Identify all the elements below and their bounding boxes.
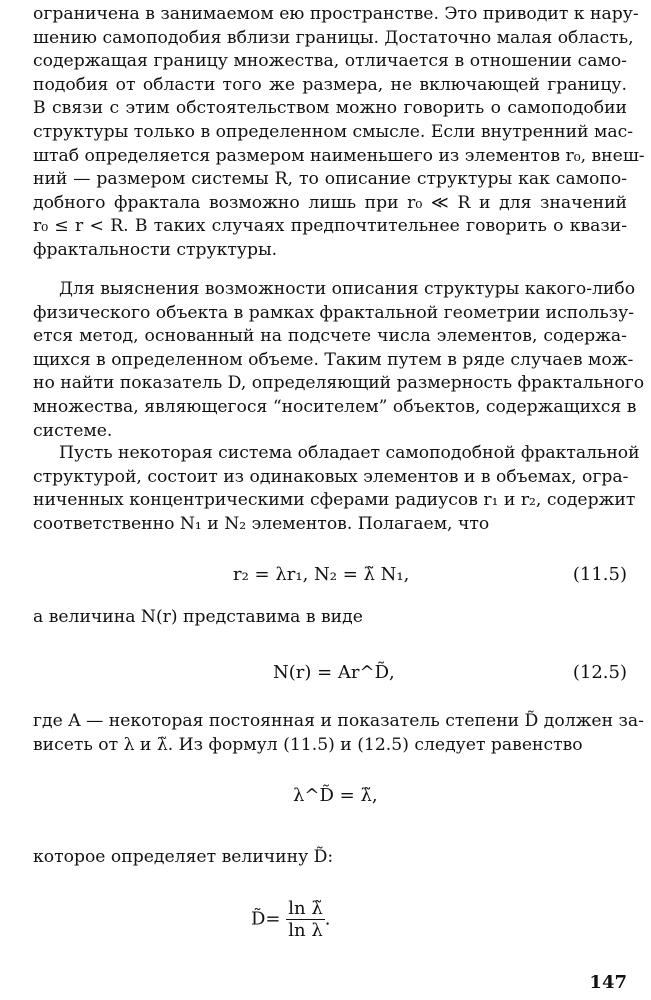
text-line: ний — размером системы R, то описание структуры как самопо- xyxy=(33,169,627,190)
equation-expression xyxy=(251,898,330,941)
equation-11-5 xyxy=(33,564,627,590)
equation-tail: . xyxy=(324,908,331,930)
equation-lhs: D̃= xyxy=(251,908,281,930)
paragraph-2 xyxy=(33,278,645,443)
equation-expression: r₂ = λr₁, N₂ = λ̃ N₁, xyxy=(233,564,410,585)
text-line: r₀ ≤ r < R. В таких случаях предпочтительнее говорить о квази- xyxy=(33,216,627,237)
equation-expression: λ^D̃ = λ̃, xyxy=(293,785,378,806)
text-line: Для выяснения возможности описания структуры какого-либо xyxy=(59,279,636,299)
fraction xyxy=(286,898,324,941)
text-line: системе. xyxy=(33,420,113,441)
equation-lambda-relation xyxy=(33,785,627,825)
text-line: ется метод, основанный на подсчете числа элементов, содержа- xyxy=(33,326,627,347)
equation-12-5 xyxy=(33,662,627,690)
text-line: подобия от области того же размера, не включающей границу. xyxy=(33,74,627,95)
text-line: физического объекта в рамках фрактальной геометрии использу- xyxy=(33,302,635,323)
text-line: штаб определяется размером наименьшего из элементов r₀, внеш- xyxy=(33,145,645,166)
text-line: В связи с этим обстоятельством можно говорить о самоподобии xyxy=(33,98,627,119)
equation-number: (11.5) xyxy=(572,564,627,585)
text-line: Пусть некоторая система обладает самоподобной фрактальной xyxy=(59,443,640,463)
book-page xyxy=(33,0,645,1000)
text-line: множества, являющегося “носителем” объектов, содержащихся в xyxy=(33,396,637,417)
equation-number: (12.5) xyxy=(572,662,627,683)
text-line: добного фрактала возможно лишь при r₀ ≪ R и для значений xyxy=(33,192,627,213)
text-line: структурой, состоит из одинаковых элементов и в объемах, огра- xyxy=(33,466,629,487)
page-number: 147 xyxy=(589,972,627,993)
text-line: фрактальности структуры. xyxy=(33,239,278,260)
text-line: а величина N(r) представима в виде xyxy=(33,607,363,627)
text-line: которое определяет величину D̃: xyxy=(33,847,334,867)
text-line: ограничена в занимаемом ею пространстве. Это приводит к нару- xyxy=(33,4,639,24)
text-line: но найти показатель D, определяющий размерность фрактального xyxy=(33,373,645,394)
text-line: щихся в определенном объеме. Таким путем в ряде случаев мож- xyxy=(33,349,634,370)
equation-expression: N(r) = Ar^D̃, xyxy=(273,662,395,683)
text-line: структуры только в определенном смысле. Если внутренний мас- xyxy=(33,121,634,142)
text-line: содержащая границу множества, отличается в отношении само- xyxy=(33,51,627,72)
text-line: ниченных концентрическими сферами радиусов r₁ и r₂, содержит xyxy=(33,490,636,511)
paragraph-3 xyxy=(33,442,640,536)
text-line: шению самоподобия вблизи границы. Достаточно малая область, xyxy=(33,27,634,48)
paragraph-1 xyxy=(33,3,645,263)
text-line: где A — некоторая постоянная и показатель степени D̃ должен за- xyxy=(33,711,644,731)
text-line: висеть от λ и λ̃. Из формул (11.5) и (12.5) следует равенство xyxy=(33,735,583,755)
equation-dimension xyxy=(33,898,627,958)
fraction-denominator: ln λ xyxy=(288,920,323,941)
fraction-numerator: ln λ̃ xyxy=(288,898,323,919)
text-line: соответственно N₁ и N₂ элементов. Полагаем, что xyxy=(33,513,490,534)
